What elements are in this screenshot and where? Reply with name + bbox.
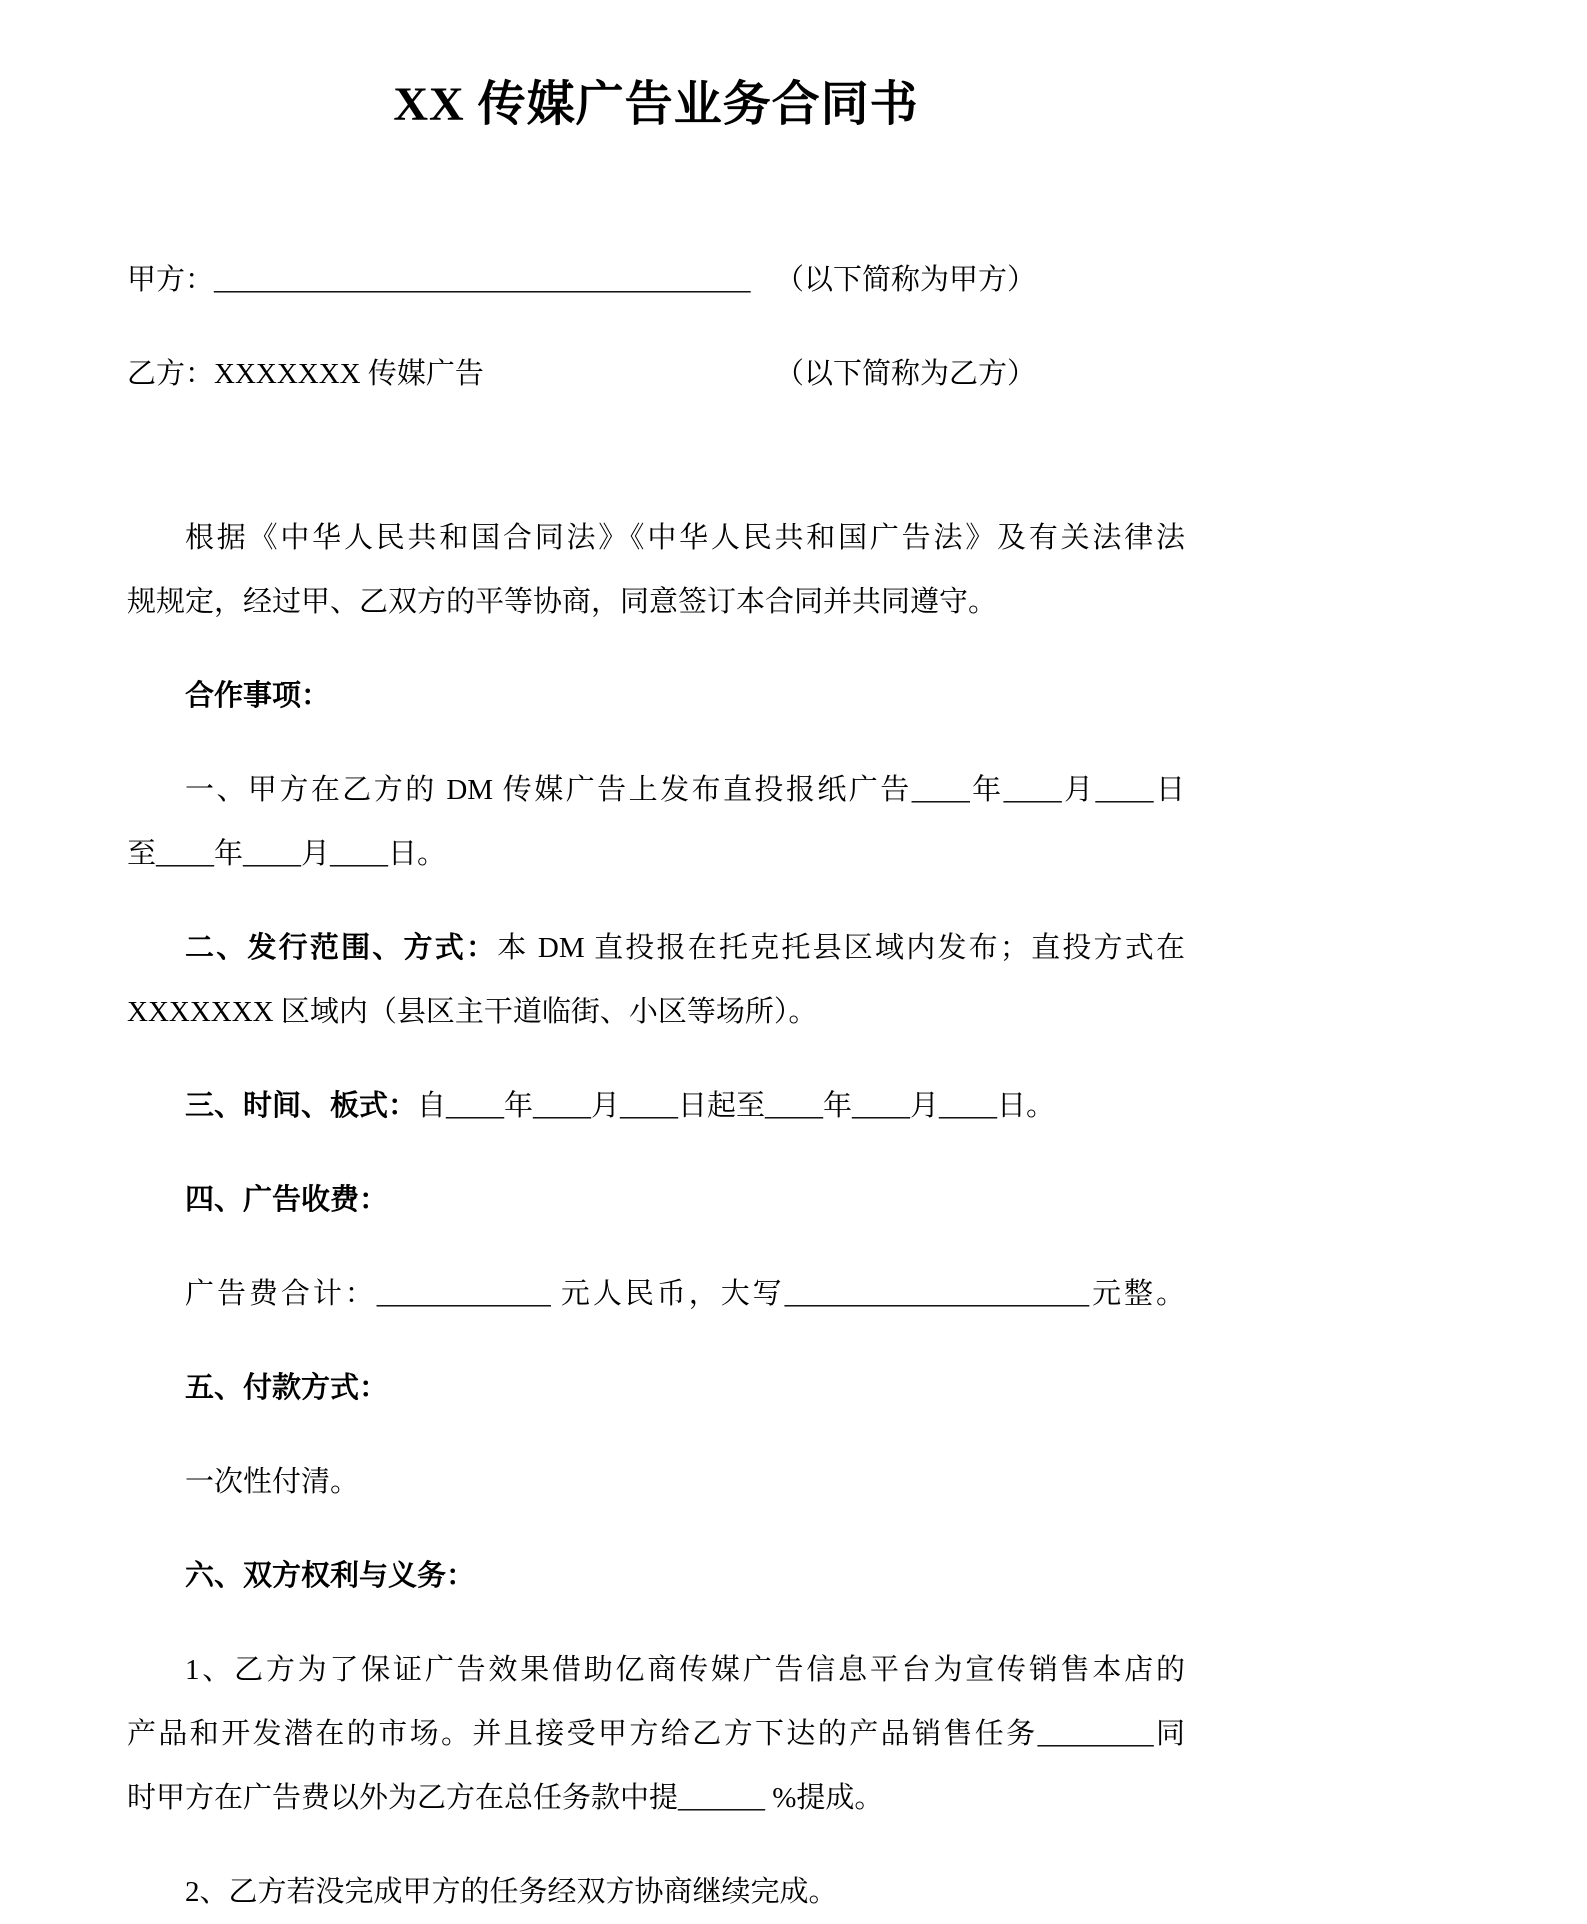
item-1-line-1: 一、甲方在乙方的 DM 传媒广告上发布直投报纸广告____年____月____日 bbox=[185, 774, 1185, 806]
cooperation-heading-paragraph bbox=[127, 664, 1185, 728]
item-4-heading-paragraph bbox=[127, 1168, 1185, 1232]
clause-1-line-3: 时甲方在广告费以外为乙方在总任务款中提______ %提成。 bbox=[127, 1782, 884, 1814]
item-2-paragraph bbox=[127, 916, 1185, 1044]
preamble-line-1: 根据《中华人民共和国合同法》《中华人民共和国广告法》及有关法律法 bbox=[185, 522, 1185, 554]
party-b-row bbox=[127, 342, 1185, 406]
item-3-paragraph bbox=[127, 1074, 1185, 1138]
item-5-heading-paragraph bbox=[127, 1356, 1185, 1420]
item-2-line-1 bbox=[127, 916, 1185, 980]
clause-2-paragraph bbox=[127, 1860, 1185, 1924]
party-b-name: XXXXXXX 传媒广告 bbox=[214, 358, 484, 390]
payment-paragraph bbox=[127, 1450, 1185, 1514]
cooperation-heading: 合作事项： bbox=[185, 680, 331, 712]
preamble-line-2: 规规定，经过甲、乙双方的平等协商，同意签订本合同并共同遵守。 bbox=[127, 586, 998, 618]
item-5-heading: 五、付款方式： bbox=[185, 1372, 389, 1404]
party-a-note: （以下简称为甲方） bbox=[775, 264, 1037, 296]
party-a-label: 甲方： bbox=[127, 264, 215, 296]
item-3-line bbox=[127, 1074, 1185, 1138]
clause-1-line-1: 1、乙方为了保证广告效果借助亿商传媒广告信息平台为宣传销售本店的 bbox=[185, 1654, 1185, 1686]
clause-1-paragraph bbox=[127, 1638, 1185, 1830]
fee-paragraph bbox=[127, 1262, 1185, 1326]
clause-2-line: 2、乙方若没完成甲方的任务经双方协商继续完成。 bbox=[185, 1876, 838, 1908]
item-3-lead: 三、时间、板式： bbox=[185, 1090, 418, 1122]
item-3-rest: 自____年____月____日起至____年____月____日。 bbox=[417, 1090, 1056, 1122]
item-1-paragraph bbox=[127, 758, 1185, 886]
clause-1-line-2: 产品和开发潜在的市场。并且接受甲方给乙方下达的产品销售任务________同 bbox=[127, 1718, 1185, 1750]
item-6-heading: 六、双方权利与义务： bbox=[185, 1560, 476, 1592]
party-b-note: （以下简称为乙方） bbox=[775, 358, 1037, 390]
contract-content bbox=[127, 70, 1185, 1924]
item-6-heading-paragraph bbox=[127, 1544, 1185, 1608]
party-b-label: 乙方： bbox=[127, 358, 215, 390]
item-2-line-2: XXXXXXX 区域内（县区主干道临街、小区等场所）。 bbox=[127, 996, 818, 1028]
fee-line: 广告费合计：____________ 元人民币，大写_____________________元整。 bbox=[185, 1278, 1185, 1310]
item-2-lead: 二、发行范围、方式： bbox=[185, 932, 498, 964]
item-2-line-1-rest: 本 DM 直投报在托克托县区域内发布；直投方式在 bbox=[497, 932, 1185, 964]
party-a-row bbox=[127, 248, 1185, 312]
item-4-heading: 四、广告收费： bbox=[185, 1184, 389, 1216]
item-1-line-2: 至____年____月____日。 bbox=[127, 838, 447, 870]
page-title: XX 传媒广告业务合同书 bbox=[393, 78, 919, 131]
party-a-blank: _____________________________________ bbox=[214, 264, 751, 296]
preamble-paragraph bbox=[127, 506, 1185, 634]
payment-text: 一次性付清。 bbox=[185, 1466, 360, 1498]
